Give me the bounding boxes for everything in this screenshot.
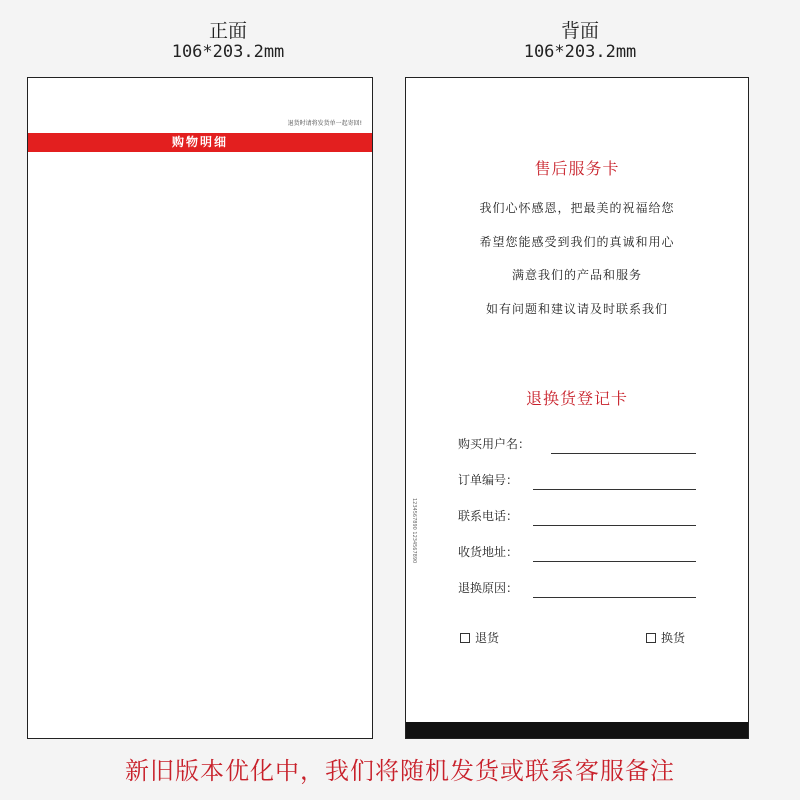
field-order-number [458, 470, 696, 490]
field-order-number-line [533, 489, 696, 490]
option-return [460, 629, 499, 646]
front-dimensions: 106*203.2mm [171, 42, 285, 62]
service-line: 我们心怀感恩，把最美的祝福给您 [479, 201, 675, 215]
field-username-label: 购买用户名： [458, 437, 531, 451]
bottom-black-bar [406, 722, 748, 738]
field-phone-label: 联系电话： [458, 509, 519, 523]
field-address-line [533, 561, 696, 562]
field-address [458, 542, 696, 562]
footer-notice: 新旧版本优化中，我们将随机发货或联系客服备注 [125, 757, 675, 785]
front-header [78, 20, 378, 62]
side-print: 1234567890 1234567890 [411, 498, 417, 564]
checkbox-icon [646, 633, 656, 643]
option-return-label: 退货 [475, 631, 500, 645]
return-card-title: 退换货登记卡 [525, 389, 628, 408]
option-exchange-label: 换货 [661, 631, 686, 645]
service-card-title: 售后服务卡 [534, 159, 620, 178]
field-address-label: 收货地址： [458, 545, 519, 559]
service-line: 如有问题和建议请及时联系我们 [485, 302, 668, 316]
service-line: 希望您能感受到我们的真诚和用心 [479, 235, 675, 249]
field-reason-line [533, 597, 696, 598]
back-card [405, 77, 749, 739]
field-phone [458, 506, 696, 526]
front-title: 正面 [208, 20, 247, 42]
back-dimensions: 106*203.2mm [523, 42, 637, 62]
field-reason-label: 退换原因： [458, 581, 519, 595]
checkbox-icon [460, 633, 470, 643]
option-exchange [646, 629, 685, 646]
back-title: 背面 [560, 20, 599, 42]
service-line: 满意我们的产品和服务 [511, 268, 642, 282]
field-username [458, 434, 696, 454]
field-order-number-label: 订单编号： [458, 473, 519, 487]
back-header [430, 20, 730, 62]
field-reason [458, 578, 696, 598]
field-username-line [551, 453, 696, 454]
front-card [27, 77, 373, 739]
shopping-details-bar: 购物明细 [28, 133, 372, 152]
field-phone-line [533, 525, 696, 526]
return-note: 退货时请将发货单一起寄回! [287, 120, 362, 127]
